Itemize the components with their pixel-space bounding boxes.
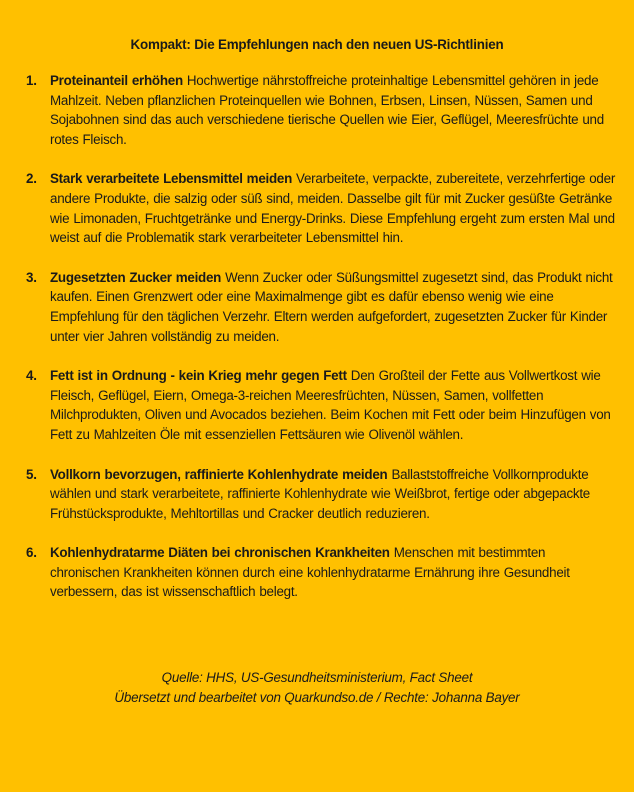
source-line: Quelle: HHS, US-Gesundheitsministerium, Fact Sheet bbox=[161, 670, 473, 685]
item-text: Wenn Zucker oder Süßungsmittel zugesetzt sind, das Produkt nicht kaufen. Einen Grenzwert oder eine Maximalmenge gibt es dafür ebenso wenig wie eine Empfehlung für den täglichen Verzehr. Eltern werden aufgefordert, zugesetzten Zucker für Kinder unter vier Jahren vollständig zu meiden. bbox=[50, 269, 613, 344]
item-text: Ballaststoffreiche Vollkornprodukte wählen und stark verarbeitete, raffinierte Kohlenhydrate wie Weißbrot, fertige oder abgepackte Frühstücksprodukte, Mehltortillas und Cracker deutlich reduzieren. bbox=[50, 466, 591, 521]
item-number: 4. bbox=[26, 368, 37, 384]
page-title: Kompakt: Die Empfehlungen nach den neuen US-Richtlinien bbox=[130, 37, 504, 52]
item-heading: Proteinanteil erhöhen bbox=[50, 73, 183, 88]
item-heading: Zugesetzten Zucker meiden bbox=[50, 269, 222, 285]
item-heading: Kohlenhydratarme Diäten bei chronischen Krankheiten bbox=[50, 545, 390, 561]
item-heading: Stark verarbeitete Lebensmittel meiden bbox=[50, 171, 293, 187]
item-text: Hochwertige nährstoffreiche proteinhaltige Lebensmittel gehören in jede Mahlzeit. Neben pflanzlichen Proteinquellen wie Bohnen, Erbsen, Linsen, Nüssen, Samen und Sojabohnen sind das auch verschiedene tierische Quellen wie Eier, Geflügel, Meeresfrüchte und rotes Fleisch. bbox=[50, 73, 604, 147]
recommendation-list bbox=[26, 71, 618, 622]
item-number: 6. bbox=[26, 545, 37, 561]
list-item bbox=[26, 465, 618, 524]
item-text: Menschen mit bestimmten chronischen Krankheiten können durch eine kohlenhydratarme Ernährung ihre Gesundheit verbessern, das ist wissenschaftlich belegt. bbox=[50, 545, 570, 600]
list-item bbox=[26, 543, 618, 602]
list-item bbox=[26, 71, 618, 149]
item-number: 1. bbox=[26, 73, 37, 88]
item-number: 3. bbox=[26, 269, 37, 285]
item-number: 2. bbox=[26, 171, 37, 187]
item-text: Verarbeitete, verpackte, zubereitete, verzehrfertige oder andere Produkte, die salzig oder süß sind, meiden. Dasselbe gilt für mit Zucker gesüßte Getränke wie Limonaden, Fruchtgetränke und Energy-Drinks. Diese Empfehlung ergeht zum ersten Mal und weist auf die Problematik stark verarbeiteter Lebensmittel hin. bbox=[50, 171, 616, 246]
list-item bbox=[26, 268, 618, 346]
item-number: 5. bbox=[26, 466, 37, 482]
list-item bbox=[26, 366, 618, 444]
item-heading: Fett ist in Ordnung - kein Krieg mehr gegen Fett bbox=[50, 368, 347, 384]
item-text: Den Großteil der Fette aus Vollwertkost wie Fleisch, Geflügel, Eiern, Omega-3-reichen Meeresfrüchten, Nüssen, Samen, vollfetten Milchprodukten, Oliven und Avocados beziehen. Beim Kochen mit Fett oder beim Hinzufügen von Fett zu Mahlzeiten Öle mit essenziellen Fettsäuren wie Olivenöl wählen. bbox=[50, 368, 611, 442]
source-credit bbox=[0, 668, 634, 707]
item-heading: Vollkorn bevorzugen, raffinierte Kohlenhydrate meiden bbox=[50, 466, 388, 482]
credit-line: Übersetzt und bearbeitet von Quarkundso.de / Rechte: Johanna Bayer bbox=[114, 689, 520, 705]
list-item bbox=[26, 169, 618, 247]
